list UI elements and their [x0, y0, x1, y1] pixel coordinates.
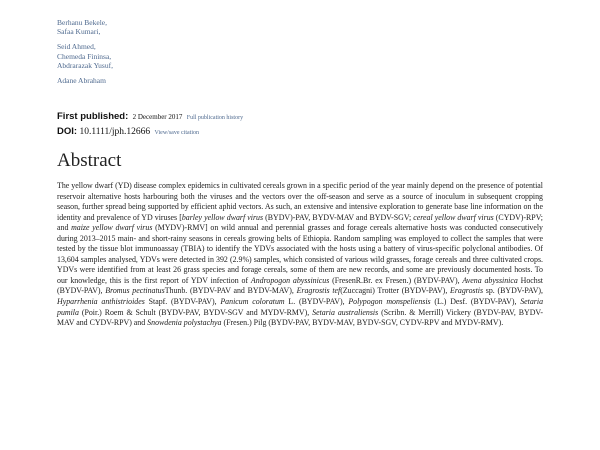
abstract-text-part: (Scribn. & Merrill) Vickery (BYDV-PAV, BYDV-MAV and CYDV-RPV) and [57, 307, 543, 328]
species-name: Avena abyssinica [462, 275, 518, 285]
doi-label: DOI: [57, 126, 78, 137]
virus-name: cereal yellow dwarf virus [413, 212, 494, 222]
author-link[interactable]: Berhanu Bekele, [57, 18, 107, 27]
species-name: Polypogon monspeliensis [348, 297, 431, 307]
abstract-text-part: (Fresen.) Pilg (BYDV-PAV, BYDV-MAV, BYDV-SGV, CYDV-RPV and MYDV-RMV). [221, 318, 504, 328]
author-link[interactable]: Adane Abraham [57, 76, 106, 86]
abstract-text-part: (L.) Desf. (BYDV-PAV), [430, 297, 521, 307]
doi-row [57, 125, 243, 140]
citation-link[interactable]: View/save citation [154, 130, 200, 136]
doi-value[interactable]: 10.1111/jph.12666 [79, 127, 151, 137]
full-history-link[interactable]: Full publication history [186, 115, 244, 121]
author-link[interactable]: Safaa Kumari, [57, 27, 101, 37]
abstract-text-part: Stapf. (BYDV-PAV), [144, 297, 221, 307]
species-name: Snowdenia polystachya [147, 318, 222, 328]
abstract-text-part: (Poir.) Roem & Schult (BYDV-PAV, BYDV-SGV and MYDV-RMV), [78, 307, 313, 317]
first-published-date: 2 December 2017 [132, 113, 183, 121]
author-link[interactable]: Seid Ahmed, [57, 42, 96, 52]
publication-meta [57, 110, 243, 140]
abstract-text-part: Hochst (BYDV-PAV), [57, 275, 543, 296]
species-name: Eragrostis [450, 286, 484, 296]
abstract-text-part: sp. (BYDV-PAV), [483, 286, 544, 296]
author-list [57, 18, 113, 85]
abstract-text-part: Thunb. (BYDV-PAV and BYDV-MAV), [164, 286, 297, 296]
abstract-text [57, 181, 543, 329]
abstract-text-part: (FresenR.Br. ex Fresen.) (BYDV-PAV), [329, 275, 463, 285]
author-group-1 [57, 18, 113, 36]
author-group-3 [57, 76, 113, 85]
abstract-text-part: L. (BYDV-PAV), [284, 297, 349, 307]
abstract-text-part: (Zuccagni) Trotter (BYDV-PAV), [340, 286, 451, 296]
species-name: Setaria pumila [57, 297, 544, 317]
virus-name: barley yellow dwarf virus [181, 212, 264, 222]
species-name: Andropogon abyssinicus [250, 275, 330, 285]
abstract-heading: Abstract [57, 150, 122, 171]
species-name: Setaria australiensis [312, 307, 379, 317]
abstract-text-part: The yellow dwarf (YD) disease complex epidemics in cultivated cereals grown in a specific period of the year mainly depend on the presence of potential reservoir alternative hosts harbouring both the viruses and the vectors over the off-season and serve as a source of inoculum in subsequent cropping season, further spread being supported by efficient aphid vectors. As such, an extensive and intensive exploration to generate base line information on the identity and prevalence of YD viruses [ [57, 181, 543, 222]
first-published-row [57, 110, 243, 125]
species-name: Panicum coloratum [220, 297, 285, 307]
author-link[interactable]: Abdrarazak Yusuf, [57, 60, 113, 70]
abstract-text-part: (CYDV)-RPV; and [57, 212, 543, 233]
abstract-text-part: (BYDV)-PAV, BYDV-MAV and BYDV-SGV; [263, 212, 414, 222]
species-name: Eragrostis tef [296, 286, 341, 296]
first-published-label: First published: [57, 111, 129, 122]
author-link[interactable]: Chemeda Fininsa, [57, 51, 112, 61]
author-group-2 [57, 42, 113, 70]
virus-name: maize yellow dwarf virus [71, 223, 153, 233]
species-name: Bromus pectinatus [105, 286, 165, 296]
abstract-text-part: (MYDV)-RMV] on wild annual and perennial grasses and forage cereals alternative hosts was conducted consecutively during 2013–2015 main- and short-rainy seasons in cereals growing belts of Ethiopia. Random sampling was employed to collect the samples that were tested by the tissue blot immunoassay (TBIA) to identify the YDVs associated with the hosts using a battery of virus-specific polyclonal antibodies. Of 13,604 samples analysed, YDVs were detected in 392 (2.9%) samples, which consisted of various wild grasses, forage cereals and three cultivated crops. YDVs were identified from at least 26 grass species and forage cereals, some of them are new records, and some are previously documented hosts. To our knowledge, this is the first report of YDV infection of [57, 223, 543, 285]
species-name: Hyparrhenia anthistrioides [57, 297, 145, 307]
